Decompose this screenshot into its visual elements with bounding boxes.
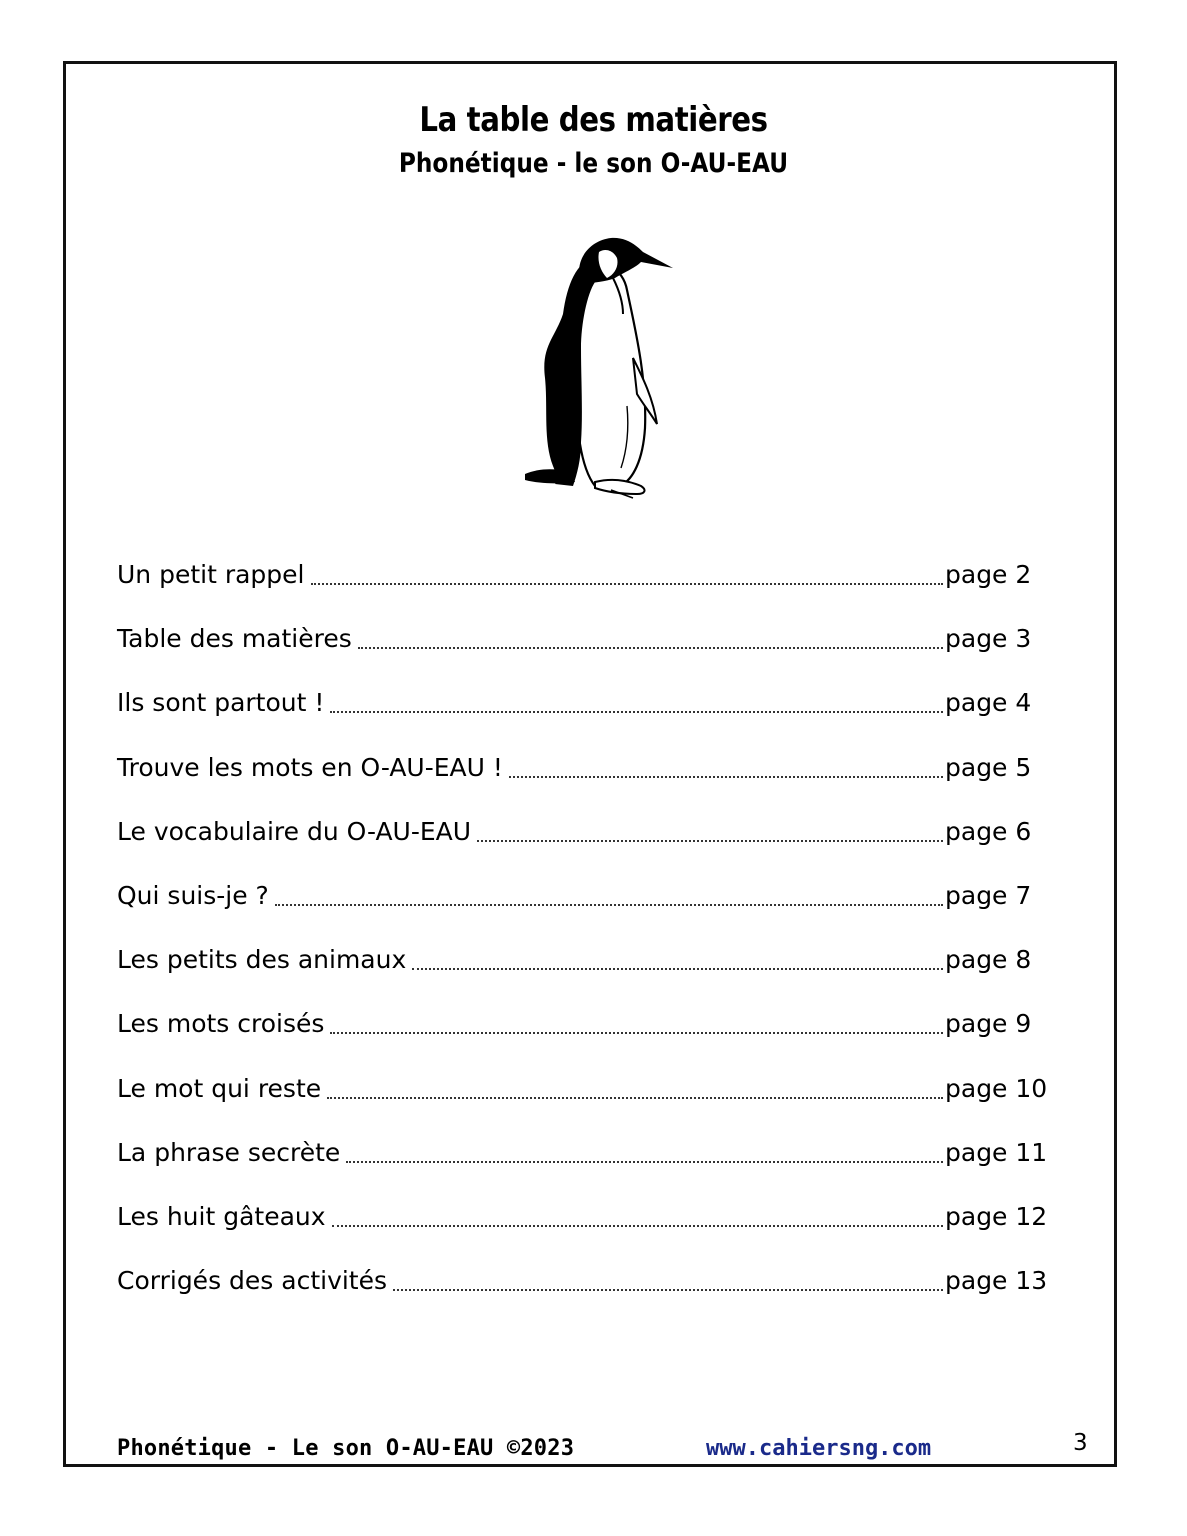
toc-entry-label: Le vocabulaire du O-AU-EAU — [117, 816, 472, 846]
toc-entry-label: Trouve les mots en O-AU-EAU ! — [117, 752, 503, 782]
toc-row — [117, 876, 1057, 940]
toc-dot-leader — [412, 940, 943, 970]
toc-row — [117, 940, 1057, 1004]
toc-entry-page: page 5 — [945, 752, 1032, 782]
page-number: 3 — [1073, 1430, 1088, 1456]
toc-dot-leader — [330, 683, 943, 713]
toc-entry-page: page 10 — [945, 1073, 1048, 1103]
toc-row — [117, 1197, 1057, 1261]
toc-row — [117, 1133, 1057, 1197]
toc-row — [117, 1004, 1057, 1068]
toc-entry-page: page 4 — [945, 688, 1032, 718]
toc-row — [117, 812, 1057, 876]
page-subtitle: Phonétique - le son O-AU-EAU — [398, 148, 789, 179]
toc-dot-leader — [393, 1261, 943, 1291]
toc-dot-leader — [509, 748, 943, 778]
toc-entry-label: Un petit rappel — [117, 560, 305, 589]
toc-entry-page: page 8 — [945, 945, 1032, 975]
toc-dot-leader — [275, 876, 943, 906]
toc-entry-page: page 12 — [945, 1201, 1048, 1231]
footer-title: Phonétique - Le son O-AU-EAU ©2023 — [117, 1436, 575, 1461]
page-title: La table des matières — [419, 100, 768, 140]
toc-row — [117, 1261, 1057, 1325]
toc-row — [117, 619, 1057, 683]
toc-entry-label: Le mot qui reste — [117, 1073, 322, 1103]
toc-entry-page: page 7 — [945, 880, 1032, 910]
toc-entry-label: Ils sont partout ! — [117, 688, 325, 718]
toc-entry-page: page 3 — [945, 624, 1032, 654]
toc-row — [117, 683, 1057, 747]
toc-row — [117, 748, 1057, 812]
penguin-icon — [515, 228, 680, 503]
toc-dot-leader — [346, 1133, 943, 1163]
toc-entry-page: page 11 — [945, 1137, 1048, 1167]
toc-row — [117, 555, 1057, 619]
toc-entry-page: page 6 — [945, 816, 1032, 846]
toc-entry-page: page 13 — [945, 1266, 1048, 1296]
toc-entry-label: Les petits des animaux — [117, 945, 407, 975]
toc-dot-leader — [327, 1069, 943, 1099]
footer-url-link[interactable]: www.cahiersng.com — [706, 1436, 932, 1461]
toc-dot-leader — [358, 619, 943, 649]
toc-entry-label: Les mots croisés — [117, 1009, 325, 1039]
toc-entry-label: La phrase secrète — [117, 1137, 341, 1167]
toc-dot-leader — [332, 1197, 943, 1227]
toc-entry-label: Qui suis-je ? — [117, 880, 269, 910]
toc-entry-label: Corrigés des activités — [117, 1266, 388, 1296]
toc-entry-page: page 9 — [945, 1009, 1032, 1039]
toc-row — [117, 1069, 1057, 1133]
table-of-contents — [117, 555, 1057, 1325]
toc-entry-label: Table des matières — [117, 624, 352, 654]
toc-entry-page: page 2 — [945, 560, 1032, 589]
toc-dot-leader — [330, 1004, 943, 1034]
toc-dot-leader — [477, 812, 943, 842]
toc-dot-leader — [311, 555, 944, 585]
toc-entry-label: Les huit gâteaux — [117, 1201, 326, 1231]
